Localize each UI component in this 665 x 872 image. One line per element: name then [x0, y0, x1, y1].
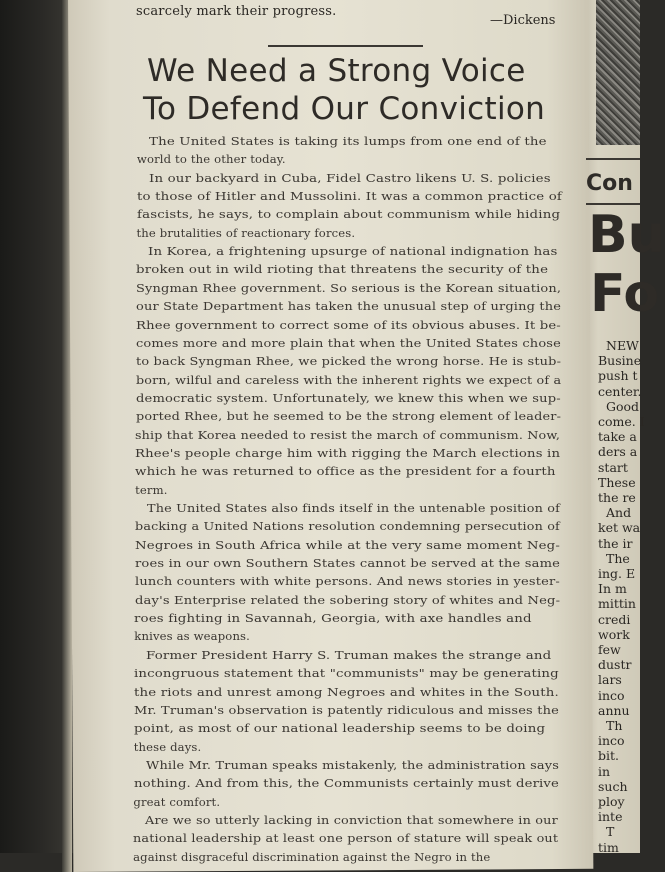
adjacent-text-line: the re — [598, 490, 636, 505]
article-body-line: the brutalities of reactionary forces. — [136, 225, 356, 240]
article-body-line: Former President Harry S. Truman makes the strange and — [146, 647, 552, 662]
article-body-line: incongruous statement that "communists" may be generating — [134, 666, 559, 681]
adjacent-text-line: ploy — [598, 794, 625, 809]
article-body-line: backing a United Nations resolution condemning persecution of — [134, 519, 560, 534]
article-body-line: Are we so utterly lacking in conviction that somewhere in our — [145, 812, 559, 827]
adjacent-headline-line: Fo — [590, 264, 660, 324]
adjacent-text-line: Good — [606, 398, 640, 414]
article-body-line: comes more and more plain that when the United States chose — [135, 335, 561, 350]
adjacent-text-line: inte — [598, 809, 623, 825]
adjacent-text-line: NEW — [606, 338, 639, 353]
adjacent-text-line: such — [598, 778, 628, 794]
article-body-line: to back Syngman Rhee, we picked the wrong horse. He is stub- — [135, 354, 561, 369]
adjacent-text-line: In m — [598, 581, 627, 597]
adjacent-text-line: mittin — [598, 596, 636, 612]
adjacent-text-line: The — [606, 550, 630, 566]
article-body-line: Mr. Truman's observation is patently ridiculous and misses the — [133, 702, 559, 717]
adjacent-text-line: Busine — [598, 353, 642, 369]
article-body-line: nothing. And from this, the Communists certainly must derive — [133, 776, 559, 791]
article-body-line: roes in our own Southern States cannot be served at the same — [134, 556, 560, 571]
article-body-line: lunch counters with white persons. And news stories in yester- — [134, 574, 560, 589]
adjacent-text-line: take a — [598, 429, 637, 445]
adjacent-headline-line: Bu — [588, 205, 665, 265]
adjacent-rule — [586, 158, 640, 160]
article-body-line: While Mr. Truman speaks mistakenly, the administration says — [145, 757, 559, 772]
headline-divider — [268, 45, 423, 47]
article-body-line: to those of Hitler and Mussolini. It was a common practice of — [136, 189, 562, 204]
adjacent-text-line: start — [598, 459, 628, 475]
article-body-line: Negroes in South Africa while at the very same moment Neg- — [134, 537, 560, 552]
article-body-line: In our backyard in Cuba, Fidel Castro likens U. S. policies — [148, 170, 551, 185]
adjacent-text-line: work — [598, 626, 630, 642]
article-body-line: fascists, he says, to complain about communism while hiding — [136, 207, 560, 222]
adjacent-text-line: in — [598, 763, 611, 779]
adjacent-photo — [596, 0, 640, 145]
adjacent-text-line: And — [606, 505, 632, 521]
article-body-line: In Korea, a frightening upsurge of national indignation has — [148, 244, 558, 259]
adjacent-text-line: ket wa — [598, 520, 641, 536]
article-body-line: broken out in wild rioting that threatens the security of the — [136, 262, 549, 277]
article-body-line: democratic system. Unfortunately, we knew this when we sup- — [135, 390, 561, 405]
adjacent-text-line: center. — [598, 383, 642, 399]
adjacent-text-line: dustr — [598, 657, 632, 673]
adjacent-text-line: the ir — [598, 535, 633, 551]
article-body-line: Rhee's people charge him with rigging the March elections in — [135, 445, 561, 460]
article-body-line: The United States is taking its lumps from one end of the — [149, 134, 547, 148]
article-body-line: born, wilful and careless with the inherent rights we expect of a — [135, 372, 561, 387]
adjacent-section-header: Con — [586, 171, 633, 196]
adjacent-text-line: Th — [606, 718, 623, 733]
article-body-line: great comfort. — [133, 794, 221, 809]
quote-attribution: —Dickens — [490, 13, 556, 28]
article-body-line: national leadership at least one person of stature will speak out — [133, 831, 559, 846]
article-body-line: our State Department has taken the unusual step of urging the — [136, 299, 562, 314]
adjacent-text-line: These — [598, 474, 636, 490]
adjacent-text-line: tim — [598, 839, 619, 855]
article-body-line: point, as most of our national leadership seems to be doing — [133, 721, 545, 736]
adjacent-text-line: inco — [598, 733, 625, 749]
article-body-line: roes fighting in Savannah, Georgia, with axe handles and — [134, 611, 533, 626]
article-body-line: day's Enterprise related the sobering story of whites and Neg- — [134, 592, 560, 607]
article-body-line: ported Rhee, but he seemed to be the strong element of leader- — [135, 409, 561, 424]
adjacent-text-line: T — [606, 824, 615, 840]
adjacent-text-line: inco — [598, 687, 625, 703]
article-body-line: ship that Korea needed to resist the march of communism. Now, — [135, 427, 561, 442]
article-body-line: The United States also finds itself in the untenable position of — [147, 501, 560, 515]
headline-line-2: To Defend Our Conviction — [143, 91, 546, 127]
article-body-line: the riots and unrest among Negroes and whites in the South. — [134, 684, 559, 699]
article-body-line: Rhee government to correct some of its obvious abuses. It be- — [136, 317, 561, 332]
adjacent-text-line: come. I — [598, 414, 645, 429]
article-body-line: Syngman Rhee government. So serious is the Korean situation, — [136, 280, 562, 295]
headline-line-1: We Need a Strong Voice — [147, 53, 526, 89]
adjacent-text-line: annu — [598, 702, 630, 718]
quote-tail: scarcely mark their progress. — [136, 4, 337, 19]
adjacent-text-line: ders a — [598, 444, 638, 460]
article-body-line: which he was returned to office as the president for a fourth — [135, 464, 556, 479]
article-body-line: knives as weapons. — [134, 629, 250, 644]
article-body-line: against disgraceful discrimination against the Negro in the — [133, 849, 491, 864]
article-body-line: term. — [135, 482, 168, 497]
adjacent-text-line: ing. E — [598, 566, 636, 581]
adjacent-text-line: few — [598, 642, 621, 657]
adjacent-text-line: push t — [598, 368, 638, 384]
article-body-line: these days. — [133, 739, 202, 754]
adjacent-text-line: lars — [598, 672, 622, 688]
adjacent-text-line: bit. — [598, 748, 619, 764]
adjacent-text-line: credi — [598, 611, 631, 627]
article-body-line: world to the other today. — [136, 152, 286, 167]
